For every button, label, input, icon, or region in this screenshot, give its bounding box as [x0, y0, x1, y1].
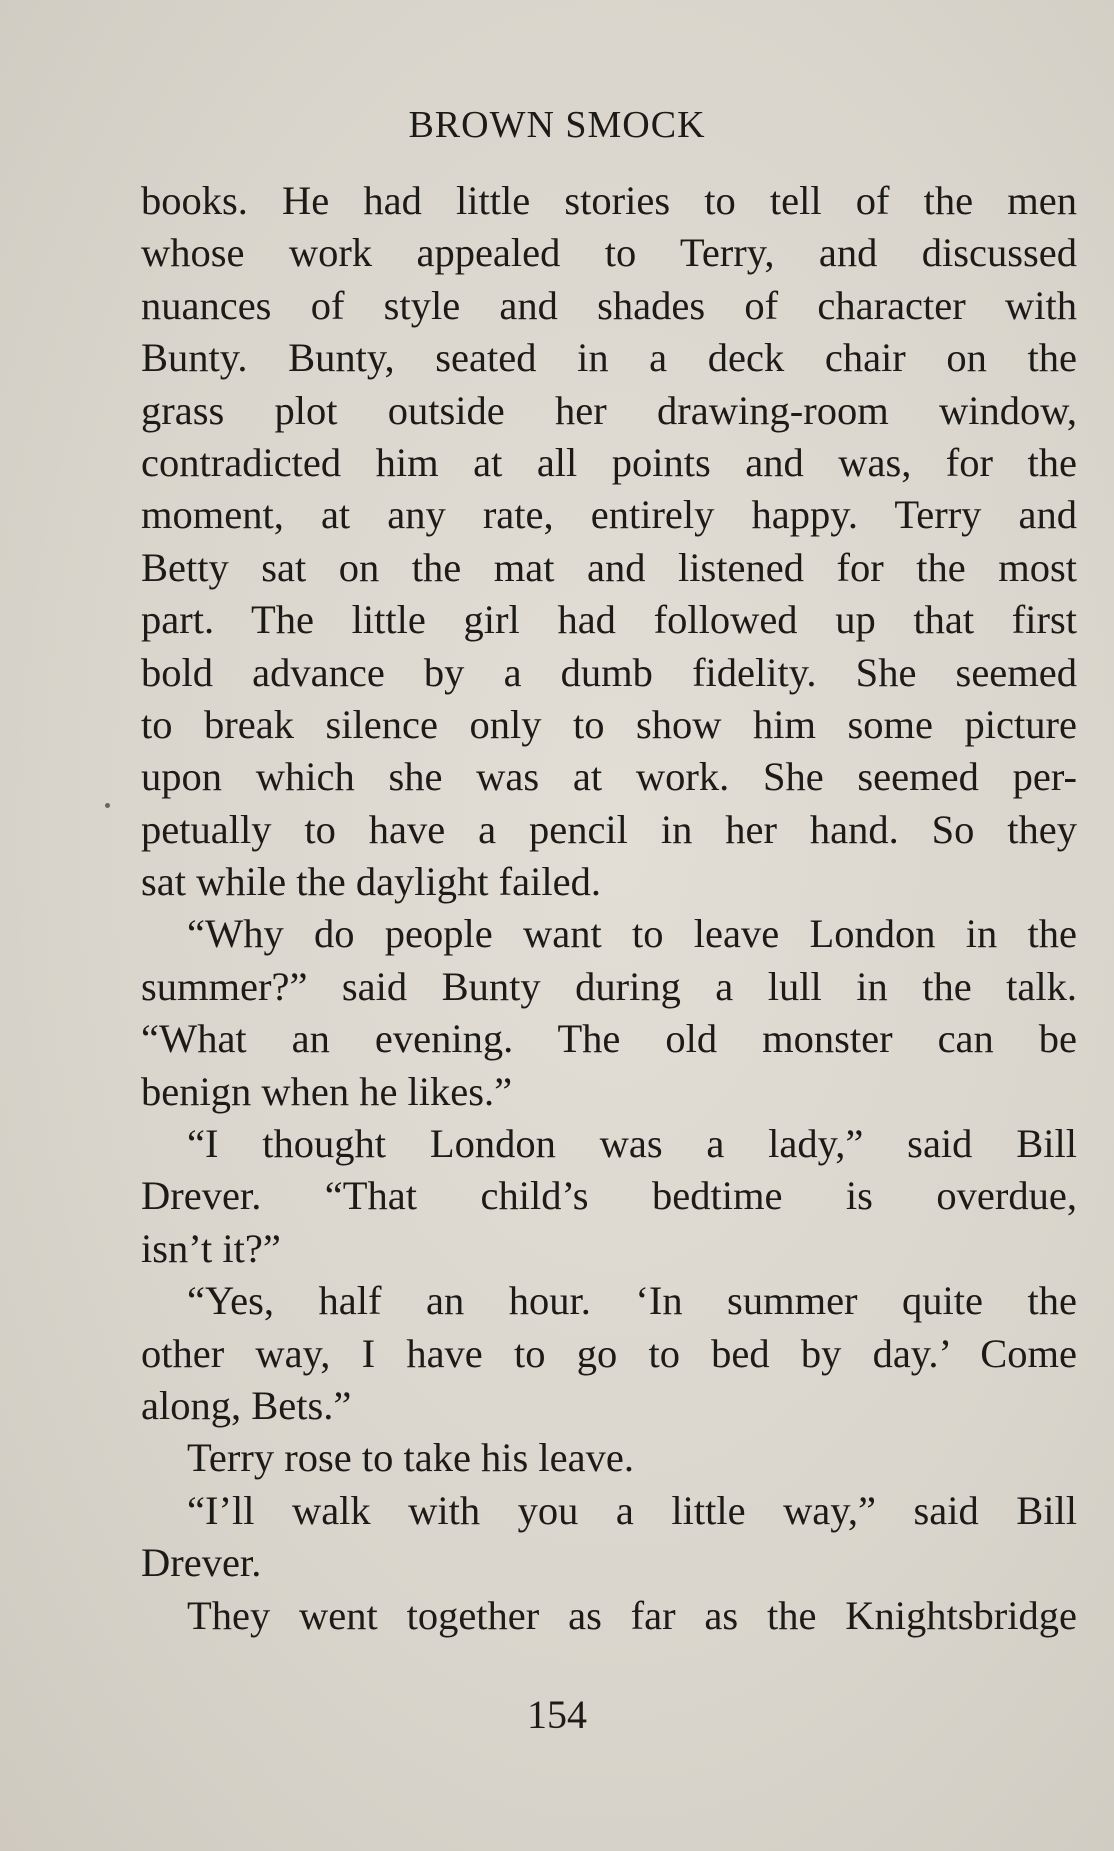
text-line: books. He had little stories to tell of the men: [141, 178, 1077, 223]
text-line: Drever. “That child’s bedtime is overdue,: [141, 1173, 1077, 1219]
text-line: contradicted him at all points and was, for the: [141, 439, 1077, 485]
text-line: They went together as far as the Knightsbridge: [187, 1592, 1077, 1638]
text-line: whose work appealed to Terry, and discussed: [141, 230, 1077, 276]
text-line: “Yes, half an hour. ‘In summer quite the: [187, 1278, 1077, 1324]
text-line: Drever.: [141, 1540, 262, 1586]
body-text: [141, 175, 1077, 1642]
text-line: grass plot outside her drawing-room window,: [141, 387, 1077, 433]
paper-speck: [105, 803, 110, 808]
text-line: upon which she was at work. She seemed per-: [141, 754, 1077, 800]
text-line: bold advance by a dumb fidelity. She seemed: [141, 649, 1077, 695]
text-line: other way, I have to go to bed by day.’ Come: [141, 1330, 1077, 1376]
text-line: “I’ll walk with you a little way,” said Bill: [187, 1487, 1077, 1533]
text-line: isn’t it?”: [141, 1225, 281, 1271]
text-line: summer?” said Bunty during a lull in the talk.: [141, 963, 1077, 1009]
text-line: along, Bets.”: [141, 1382, 352, 1428]
text-line: “I thought London was a lady,” said Bill: [187, 1121, 1077, 1167]
running-head: BROWN SMOCK: [408, 104, 706, 146]
text-line: Bunty. Bunty, seated in a deck chair on the: [141, 335, 1077, 381]
text-line: “Why do people want to leave London in the: [187, 911, 1077, 957]
text-line: part. The little girl had followed up that first: [141, 597, 1077, 643]
text-line: sat while the daylight failed.: [141, 859, 601, 905]
text-line: Betty sat on the mat and listened for the most: [141, 544, 1077, 590]
text-line: “What an evening. The old monster can be: [141, 1016, 1077, 1062]
text-line: moment, at any rate, entirely happy. Terry and: [141, 492, 1077, 538]
page-number: 154: [527, 1692, 587, 1737]
text-line: benign when he likes.”: [141, 1068, 513, 1114]
text-line: petually to have a pencil in her hand. So they: [141, 806, 1077, 852]
text-line: to break silence only to show him some picture: [141, 701, 1077, 747]
text-line: nuances of style and shades of character with: [141, 282, 1077, 328]
text-line: Terry rose to take his leave.: [187, 1435, 634, 1481]
